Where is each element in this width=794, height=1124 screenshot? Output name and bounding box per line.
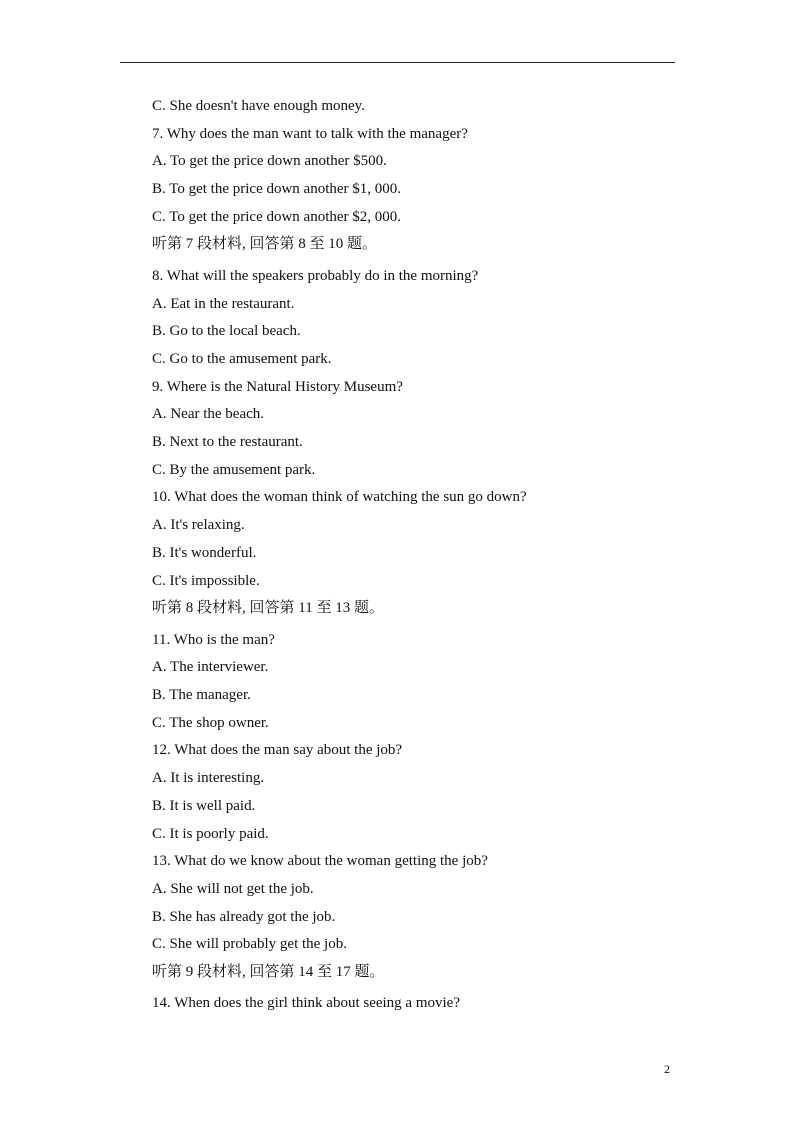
answer-option: A. She will not get the job. <box>152 880 314 897</box>
answer-option: A. It's relaxing. <box>152 517 245 534</box>
section-instruction: 听第 7 段材料, 回答第 8 至 10 题。 <box>152 236 378 253</box>
answer-option: B. It's wonderful. <box>152 544 257 561</box>
section-instruction: 听第 9 段材料, 回答第 14 至 17 题。 <box>152 963 385 980</box>
answer-option: B. Go to the local beach. <box>152 323 301 340</box>
answer-option: A. Eat in the restaurant. <box>152 295 295 312</box>
answer-option: C. To get the price down another $2, 000. <box>152 208 402 225</box>
answer-option: C. Go to the amusement park. <box>152 351 332 367</box>
section-instruction: 听第 8 段材料, 回答第 11 至 13 题。 <box>152 600 384 617</box>
answer-option: C. She will probably get the job. <box>152 936 347 953</box>
question-text: 10. What does the woman think of watching the sun go down? <box>152 489 527 506</box>
question-text: 7. Why does the man want to talk with the manager? <box>152 125 468 142</box>
question-text: 14. When does the girl think about seeing a movie? <box>152 995 460 1012</box>
question-text: 8. What will the speakers probably do in the morning? <box>152 267 479 284</box>
answer-option: B. The manager. <box>152 687 251 704</box>
question-text: 11. Who is the man? <box>152 631 275 648</box>
answer-option: C. The shop owner. <box>152 714 269 731</box>
answer-option: A. Near the beach. <box>152 406 265 423</box>
exam-content <box>152 94 692 1019</box>
header-rule <box>120 62 675 63</box>
answer-option: B. To get the price down another $1, 000. <box>152 181 402 198</box>
answer-option: A. It is interesting. <box>152 770 265 787</box>
answer-option: C. It is poorly paid. <box>152 825 269 842</box>
answer-option: B. She has already got the job. <box>152 908 336 925</box>
answer-option: A. To get the price down another $500. <box>152 153 387 170</box>
question-text: 9. Where is the Natural History Museum? <box>152 378 403 395</box>
answer-option: C. It's impossible. <box>152 572 260 589</box>
answer-option: B. It is well paid. <box>152 797 256 814</box>
answer-option: C. By the amusement park. <box>152 461 316 478</box>
question-text: 12. What does the man say about the job? <box>152 742 403 759</box>
answer-option: A. The interviewer. <box>152 659 269 676</box>
question-text: 13. What do we know about the woman getting the job? <box>152 853 488 870</box>
answer-option: C. She doesn't have enough money. <box>152 98 365 114</box>
answer-option: B. Next to the restaurant. <box>152 434 303 451</box>
page-number: 2 <box>664 1062 670 1076</box>
